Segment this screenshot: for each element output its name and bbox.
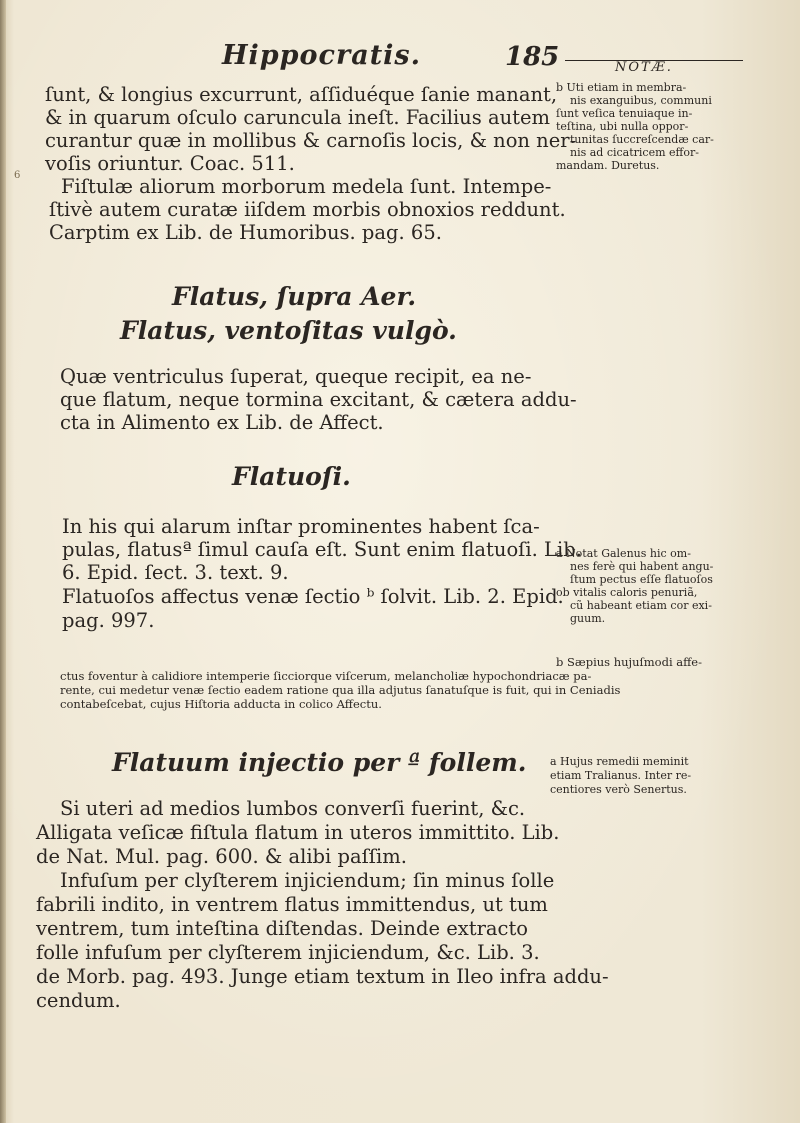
running-header-title: Hippocratis. <box>222 40 422 71</box>
text-line: ventrem, tum inteſtina diſtendas. Deinde extracto <box>36 917 529 940</box>
heading-flatuum-injectio: Flatuum injectio per ª follem. <box>112 748 527 777</box>
text-line: ſtivè autem curatæ iiſdem morbis obnoxios reddunt. <box>49 198 566 221</box>
text-line: Si uteri ad medios lumbos converſi fuerint, &c. <box>60 797 526 820</box>
note-line: ſunt veſica tenuiaque in- <box>556 107 693 120</box>
text-line: In his qui alarum inſtar prominentes habent ſca- <box>62 515 540 538</box>
text-line: Alligata veſicæ fiſtula flatum in uteros immittito. Lib. <box>36 821 560 844</box>
note-line: nis exanguibus, communi <box>570 94 712 107</box>
note-line: etiam Tralianus. Inter re- <box>550 769 692 782</box>
text-line: de Nat. Mul. pag. 600. & alibi paſſim. <box>36 845 407 868</box>
note-line: a Hujus remedii meminit <box>550 755 689 768</box>
text-line: Flatuoſos affectus venæ ſectio ᵇ ſolvit. Lib. 2. Epid. <box>62 585 564 608</box>
note-line: nes ferè qui habent angu- <box>570 560 714 573</box>
text-line: cta in Alimento ex Lib. de Affect. <box>60 411 384 434</box>
text-line: voſis oriuntur. Coac. 511. <box>45 152 295 175</box>
heading-flatuosi: Flatuoſi. <box>232 462 351 491</box>
note-line: guum. <box>570 612 606 625</box>
page-number: 185 <box>505 42 560 72</box>
note-line: mandam. Duretus. <box>556 159 660 172</box>
note-line: a Notat Galenus hic om- <box>556 547 691 560</box>
note-line: cũ habeant etiam cor exi- <box>570 599 712 612</box>
note-line: ctus foventur à calidiore intemperie ſicciorque viſcerum, melancholiæ hypochondriacæ pa- <box>60 669 592 683</box>
text-line: que flatum, neque tormina excitant, & cætera addu- <box>60 388 577 411</box>
page-spine-shadow <box>0 0 6 1123</box>
text-line: pulas, flatusª ſimul cauſa eſt. Sunt enim flatuoſi. Lib. <box>62 538 582 561</box>
text-line: Fiſtulæ aliorum morborum medela ſunt. Intempe- <box>61 175 552 198</box>
note-line: teſtina, ubi nulla oppor- <box>556 120 689 133</box>
heading-flatus-ventositas: Flatus, ventoſitas vulgò. <box>120 316 457 345</box>
margin-mark: 6 <box>14 170 21 181</box>
text-line: Infuſum per clyſterem injiciendum; ſin minus ſolle <box>60 869 555 892</box>
text-line: folle infuſum per clyſterem injiciendum, &c. Lib. 3. <box>36 941 540 964</box>
text-line: 6. Epid. ſect. 3. text. 9. <box>62 561 289 584</box>
text-line: Carptim ex Lib. de Humoribus. pag. 65. <box>49 221 442 244</box>
text-line: ſunt, & longius excurrunt, aſſiduéque ſanie manant, <box>45 83 558 106</box>
text-line: & in quarum oſculo caruncula ineſt. Facilius autem <box>45 106 550 129</box>
text-line: fabrili indito, in ventrem flatus immittendus, ut tum <box>36 893 548 916</box>
notae-label: NOTÆ. <box>615 60 673 75</box>
note-line: b Uti etiam in membra- <box>556 81 687 94</box>
heading-flatus-aer: Flatus, ſupra Aer. <box>172 282 417 311</box>
text-line: Quæ ventriculus ſuperat, queque recipit, ea ne- <box>60 365 532 388</box>
note-line: tunitas ſuccreſcendæ car- <box>570 133 714 146</box>
text-line: de Morb. pag. 493. Junge etiam textum in Ileo infra addu- <box>36 965 609 988</box>
note-line: contabeſcebat, cujus Hiſtoria adducta in colico Affectu. <box>60 697 382 711</box>
note-line: centiores verò Senertus. <box>550 783 687 796</box>
note-line: ſtum pectus eſſe flatuoſos <box>570 573 713 586</box>
text-line: cendum. <box>36 989 121 1012</box>
text-line: pag. 997. <box>62 609 155 632</box>
text-line: curantur quæ in mollibus & carnoſis locis, & non ner- <box>45 129 577 152</box>
note-line: b Sæpius hujuſmodi affe- <box>556 655 702 669</box>
note-line: ob vitalis caloris penuriã, <box>556 586 698 599</box>
note-line: rente, cui medetur venæ ſectio eadem ratione qua illa adjutus ſanatuſque is fuit, qui in Ceniadis <box>60 683 621 697</box>
note-line: nis ad cicatricem effor- <box>570 146 699 159</box>
